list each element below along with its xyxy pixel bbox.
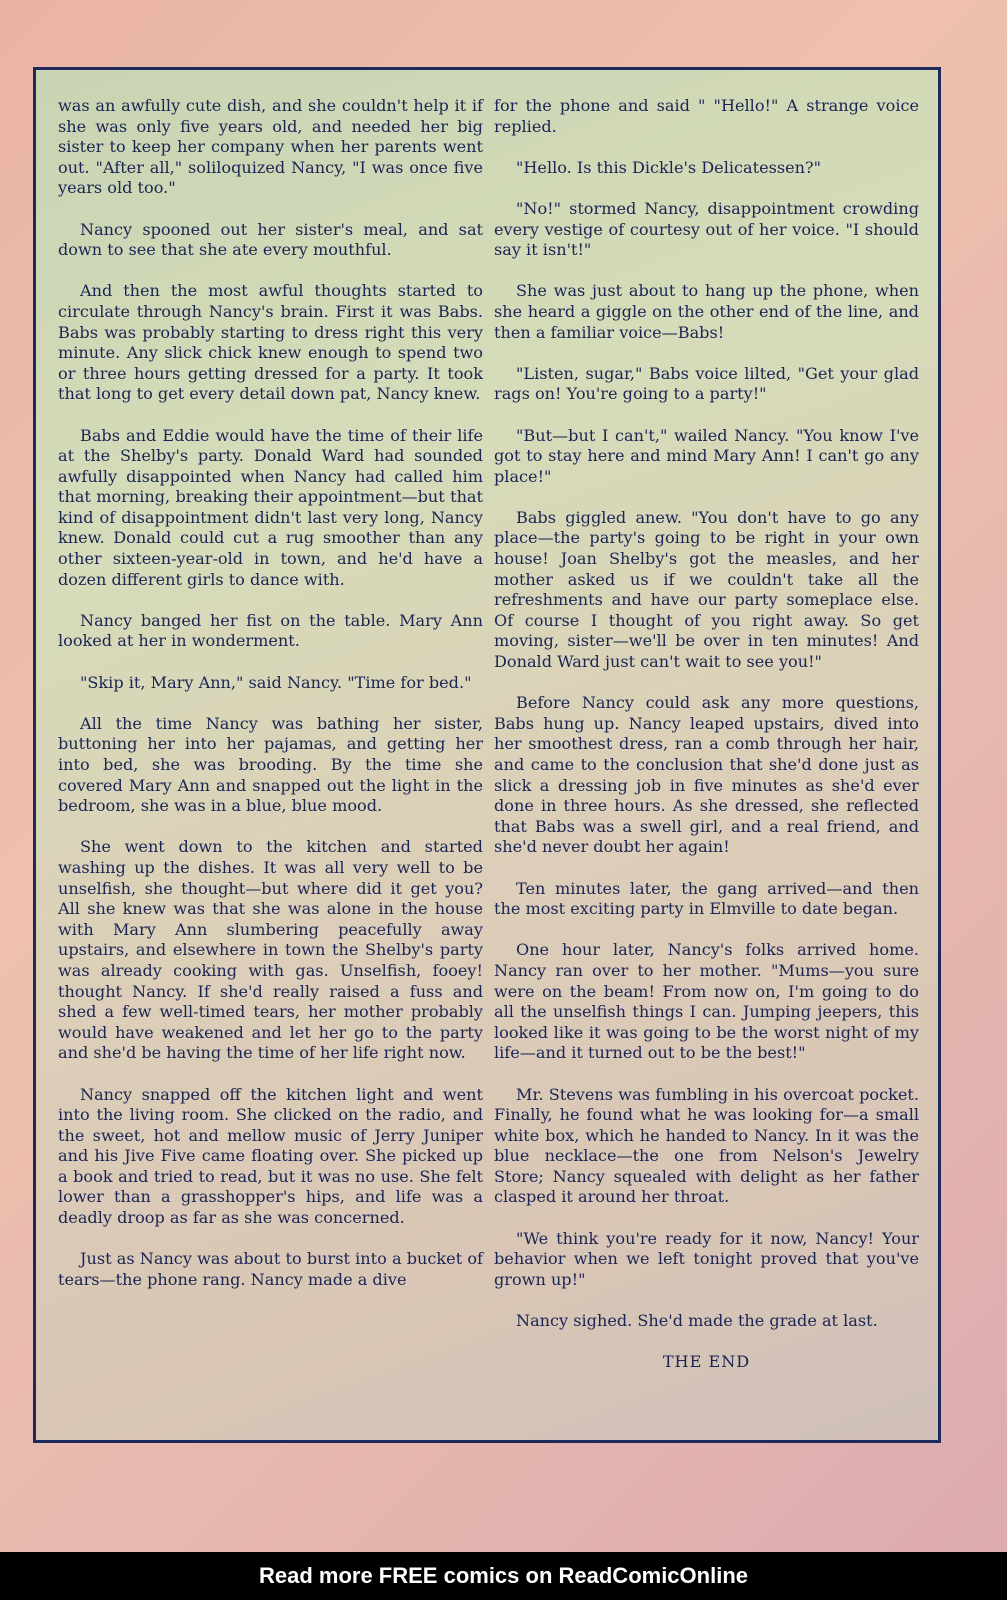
paragraph: "We think you're ready for it now, Nancy! Your behavior when we left tonight proved that you've grown up!" — [494, 1228, 919, 1289]
paragraph: Nancy spooned out her sister's meal, and sat down to see that she ate every mouthful. — [58, 219, 483, 260]
paragraph: Nancy banged her fist on the table. Mary Ann looked at her in wonderment. — [58, 610, 483, 651]
right-column — [494, 96, 919, 1393]
paragraph: Nancy sighed. She'd made the grade at last. — [516, 1311, 878, 1331]
paragraph: And then the most awful thoughts started to circulate through Nancy's brain. First it was Babs. Babs was probably starting to dress right this very minute. Any slick chick knew enough to spend two or three hours getting dressed for a party. It took that long to get every detail down pat, Nancy knew. — [58, 281, 483, 404]
paragraph: One hour later, Nancy's folks arrived home. Nancy ran over to her mother. "Mums—you sure were on the beam! From now on, I'm going to do all the unselfish things I can. Jumping jeepers, this looked like it was going to be the worst night of my life—and it turned out to be the best!" — [494, 940, 919, 1063]
paragraph: She was just about to hang up the phone, when she heard a giggle on the other end of the line, and then a familiar voice—Babs! — [494, 281, 919, 342]
paragraph: Babs giggled anew. "You don't have to go any place—the party's going to be right in your own house! Joan Shelby's got the measles, and her mother asked us if we couldn't take all the refreshments and have our party someplace else. Of course I thought of you right away. So get moving, sister—we'll be over in ten minutes! And Donald Ward just can't wait to see you!" — [494, 507, 919, 672]
paragraph: All the time Nancy was bathing her sister, buttoning her into her pajamas, and getting her into bed, she was brooding. By the time she covered Mary Ann and snapped out the light in the bedroom, she was in a blue, blue mood. — [58, 713, 483, 816]
paragraph: was an awfully cute dish, and she couldn't help it if she was only five years old, and needed her big sister to keep her company when her parents went out. "After all," soliloquized Nancy, "I was once five years old too." — [58, 96, 483, 198]
left-column — [58, 96, 483, 1311]
paragraph: Just as Nancy was about to burst into a bucket of tears—the phone rang. Nancy made a dive — [58, 1249, 483, 1289]
paragraph: Nancy snapped off the kitchen light and went into the living room. She clicked on the radio, and the sweet, hot and mellow music of Jerry Juniper and his Jive Five came floating over. She picked up a book and tried to read, but it was no use. She felt lower than a grasshopper's hips, and life was a deadly droop as far as she was concerned. — [58, 1084, 483, 1228]
paragraph: "Skip it, Mary Ann," said Nancy. "Time for bed." — [80, 672, 472, 692]
paragraph: "Listen, sugar," Babs voice lilted, "Get your glad rags on! You're going to a party!" — [494, 363, 919, 404]
paragraph: Babs and Eddie would have the time of their life at the Shelby's party. Donald Ward had sounded awfully disappointed when Nancy had called him that morning, breaking their appointment—but that kind of disappointment didn't last very long, Nancy knew. Donald could cut a rug smoother than any other sixteen-year-old in town, and he'd have a dozen different girls to dance with. — [58, 425, 483, 589]
text-panel — [33, 67, 941, 1443]
paragraph: Before Nancy could ask any more questions, Babs hung up. Nancy leaped upstairs, dived into her smoothest dress, ran a comb through her hair, and came to the conclusion that she'd done just as slick a dressing job in five minutes as she'd ever done in three hours. As she dressed, she reflected that Babs was a swell girl, and a real friend, and she'd never doubt her again! — [494, 693, 919, 857]
the-end-label: THE END — [662, 1352, 751, 1372]
paragraph: "Hello. Is this Dickle's Delicatessen?" — [516, 157, 822, 177]
paragraph: Mr. Stevens was fumbling in his overcoat pocket. Finally, he found what he was looking for—a small white box, which he handed to Nancy. In it was the blue necklace—the one from Nelson's Jewelry Store; Nancy squealed with delight as her father clasped it around her throat. — [494, 1084, 919, 1207]
paragraph: Ten minutes later, the gang arrived—and then the most exciting party in Elmville to date began. — [494, 878, 919, 919]
paragraph: "No!" stormed Nancy, disappointment crowding every vestige of courtesy out of her voice. "I should say it isn't!" — [494, 198, 919, 260]
paragraph: for the phone and said " "Hello!" A strange voice replied. — [494, 96, 919, 136]
paragraph: "But—but I can't," wailed Nancy. "You know I've got to stay here and mind Mary Ann! I can't go any place!" — [494, 425, 919, 486]
paragraph: She went down to the kitchen and started washing up the dishes. It was all very well to be unselfish, she thought—but where did it get you? All she knew was that she was alone in the house with Mary Ann slumbering peacefully away upstairs, and elsewhere in town the Shelby's party was already cooking with gas. Unselfish, fooey! thought Nancy. If she'd really raised a fuss and shed a few well-timed tears, her mother probably would have weakened and let her go to the party and she'd be having the time of her life right now. — [58, 837, 483, 1063]
footer-banner[interactable]: Read more FREE comics on ReadComicOnline — [0, 1552, 1007, 1600]
